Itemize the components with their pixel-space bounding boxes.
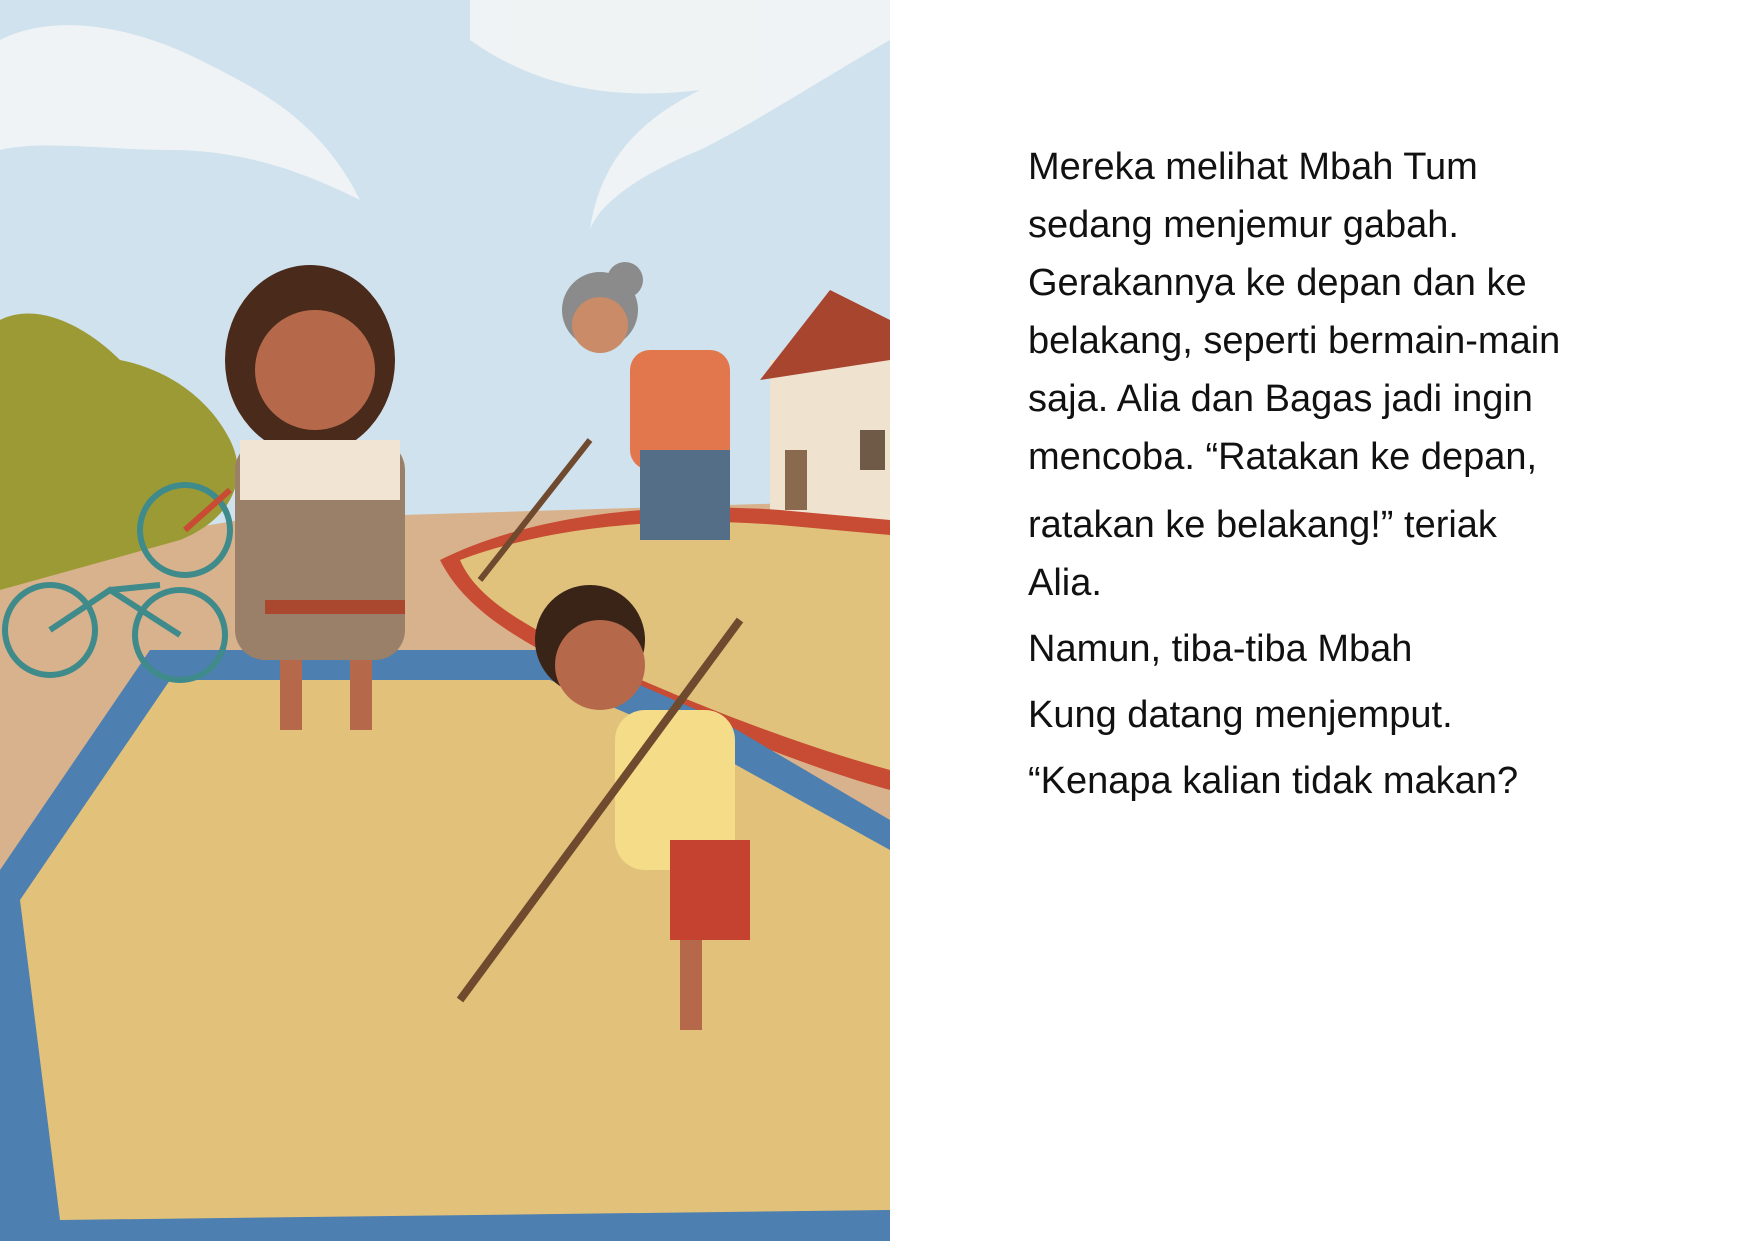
text-line: belakang, seperti bermain-main bbox=[1028, 320, 1561, 362]
text-line: saja. Alia dan Bagas jadi ingin bbox=[1028, 378, 1533, 420]
story-text bbox=[1028, 138, 1668, 810]
text-line: Mereka melihat Mbah Tum bbox=[1028, 146, 1478, 188]
text-line: mencoba. “Ratakan ke depan, bbox=[1028, 436, 1538, 478]
text-line: Gerakannya ke depan dan ke bbox=[1028, 262, 1527, 304]
text-line: Kung datang menjemput. bbox=[1028, 694, 1453, 736]
text-line: “Kenapa kalian tidak makan? bbox=[1028, 760, 1519, 802]
text-line: Namun, tiba-tiba Mbah bbox=[1028, 628, 1413, 670]
text-line: ratakan ke belakang!” teriak bbox=[1028, 504, 1497, 546]
text-line: Alia. bbox=[1028, 562, 1102, 604]
text-line: sedang menjemur gabah. bbox=[1028, 204, 1459, 246]
